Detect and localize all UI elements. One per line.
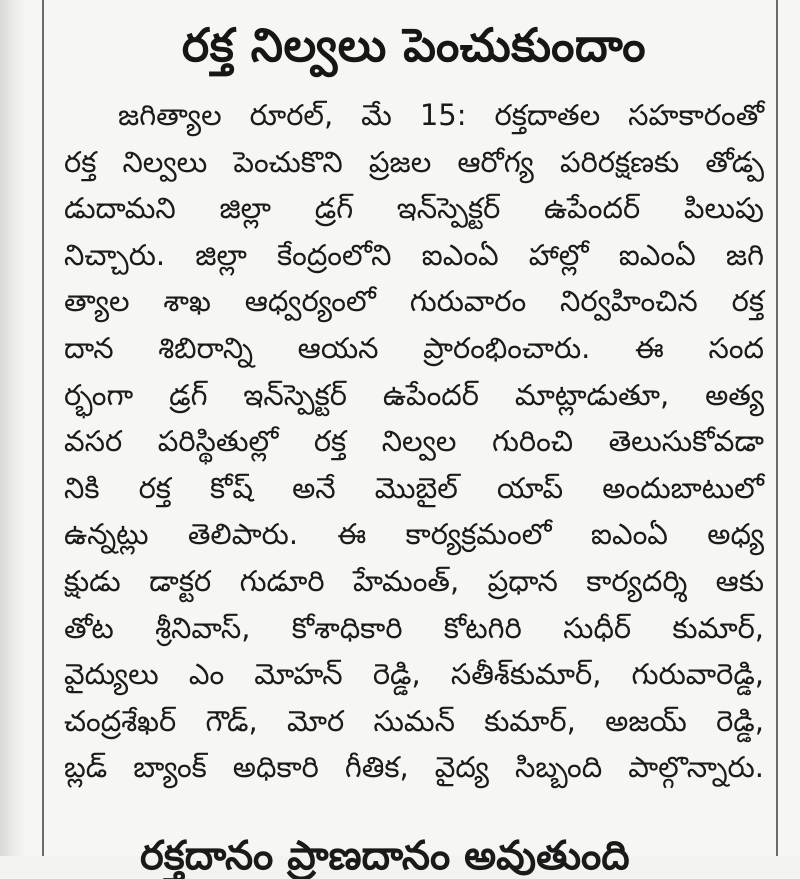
column-rule-left <box>42 0 44 856</box>
article-body <box>64 92 764 791</box>
article-headline: రక్త నిల్వలు పెంచుకుందాం <box>181 18 647 72</box>
next-headline-fragment: రక్తదానం ప్రాణదానం అవుతుంది <box>140 833 630 879</box>
body-line: రక్త నిల్వలు పెంచుకొని ప్రజల ఆరోగ్య పరిరక్షణకు తోడ్ప <box>64 144 764 179</box>
body-line: ర్భంగా డ్రగ్ ఇన్‌స్పెక్టర్ ఉపేందర్ మాట్లాడుతూ, అత్య <box>64 377 764 412</box>
next-article-headline-cutoff <box>140 833 680 879</box>
body-line: దాన శిబిరాన్ని ఆయన ప్రారంభించారు. ఈ సంద <box>64 330 764 365</box>
body-line: క్షుడు డాక్టర గుడూరి హేమంత్, ప్రధాన కార్యదర్శి ఆకు <box>64 563 764 598</box>
adjacent-column-edge <box>0 0 26 856</box>
body-line: నికి రక్త కోష్ అనే మొబైల్ యాప్ అందుబాటులో <box>64 470 764 505</box>
article <box>64 12 764 791</box>
body-line: వైద్యులు ఎం మోహన్ రెడ్డి, సతీశ్‌కుమార్, గురువారెడ్డి, <box>64 657 764 692</box>
body-line: ఉన్నట్లు తెలిపారు. ఈ కార్యక్రమంలో ఐఎంఏ అధ్య <box>64 517 764 552</box>
body-line: వసర పరిస్థితుల్లో రక్త నిల్వల గురించి తెలుసుకోవడా <box>64 424 764 459</box>
body-line: త్యాల శాఖ ఆధ్వర్యంలో గురువారం నిర్వహించిన రక్త <box>64 284 764 319</box>
body-line: డుదామని జిల్లా డ్రగ్ ఇన్‌స్పెక్టర్ ఉపేందర్ పిలుపు <box>64 191 764 226</box>
body-line: చంద్రశేఖర్ గౌడ్, మోర సుమన్ కుమార్, అజయ్ రెడ్డి, <box>64 703 764 738</box>
body-line: తోట శ్రీనివాస్, కోశాధికారి కోటగిరి సుధీర్ కుమార్, <box>64 610 764 645</box>
body-line: బ్లడ్ బ్యాంక్ అధికారి గీతిక, వైద్య సిబ్బంది పాల్గొన్నారు. <box>64 750 764 785</box>
column-rule-right <box>776 0 778 856</box>
body-line: నిచ్చారు. జిల్లా కేంద్రంలోని ఐఎంఏ హాల్లో ఐఎంఏ జగి <box>64 237 764 272</box>
body-line: జగిత్యాల రూరల్, మే 15: రక్తదాతల సహకారంతో <box>118 98 764 132</box>
